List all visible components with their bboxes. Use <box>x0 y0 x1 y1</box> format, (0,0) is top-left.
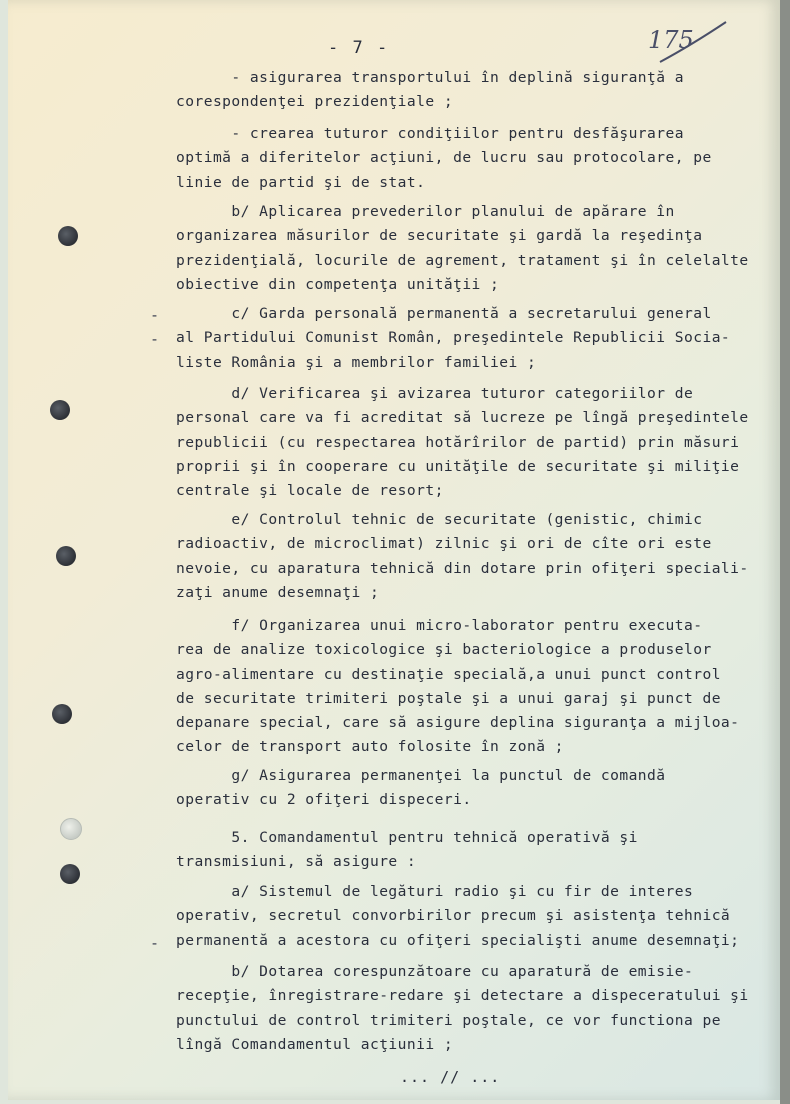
folio-number: 175 <box>648 26 694 54</box>
punch-hole <box>58 226 78 246</box>
page-header: - 7 - <box>328 38 390 58</box>
paragraph: g/ Asigurarea permanenţei la punctul de comandă operativ cu 2 ofiţeri dispeceri. <box>176 767 666 809</box>
section-heading: 5. Comandamentul pentru tehnică operativă şi transmisiuni, să asigure : <box>176 829 638 871</box>
margin-mark: - <box>150 306 160 324</box>
paragraph: a/ Sistemul de legături radio şi cu fir de interes operativ, secretul convorbirilor precum şi asistenţa tehnică permanentă a acestora cu ofiţeri specialişti anume desemnaţi; <box>176 883 740 949</box>
margin-mark: - <box>150 330 160 348</box>
paragraph: f/ Organizarea unui micro-laborator pentru executa- rea de analize toxicologice şi bacteriologice a produselor agro-alimentare cu destinaţie specială,a unui punct control de securitate trimiteri poştale şi a unui garaj şi punct de depanare special, care să asigure deplina siguranţa a mijloa- celor de transport auto folosite în zonă ; <box>176 617 740 756</box>
paragraph: - asigurarea transportului în deplină siguranţă a corespondenţei prezidenţiale ; <box>176 69 684 111</box>
paragraph: - crearea tuturor condiţiilor pentru desfăşurarea optimă a diferitelor acţiuni, de lucru sau protocolare, pe linie de partid şi de stat. <box>176 125 712 191</box>
paragraph: e/ Controlul tehnic de securitate (genistic, chimic radioactiv, de microclimat) zilnic şi ori de cîte ori este nevoie, cu aparatura tehnică din dotare prin ofiţeri speciali- zaţi anume desemnaţi ; <box>176 511 749 601</box>
document-page <box>8 0 780 1100</box>
punch-hole <box>60 818 82 840</box>
paragraph: b/ Dotarea corespunzătoare cu aparatură de emisie- recepţie, înregistrare-redare şi detectare a dispeceratului şi punctului de control trimiteri poştale, ce vor functiona pe lîngă Comandamentul acţiunii ; <box>176 963 749 1053</box>
scan-edge <box>780 0 790 1104</box>
paragraph: b/ Aplicarea prevederilor planului de apărare în organizarea măsurilor de securitate şi gardă la reşedinţa prezidenţială, locurile de agrement, tratament şi în celelalte obiective din competenţa unităţii ; <box>176 203 749 293</box>
paragraph: c/ Garda personală permanentă a secretarului general al Partidului Comunist Român, preşedintele Republicii Socia- liste România şi a membrilor familiei ; <box>176 305 731 371</box>
punch-hole <box>60 864 80 884</box>
paragraph: d/ Verificarea şi avizarea tuturor categoriilor de personal care va fi acreditat să lucreze pe lîngă preşedintele republicii (cu respectarea hotărîrilor de partid) prin măsuri proprii şi în cooperare cu unităţile de securitate şi miliţie centrale şi locale de resort; <box>176 385 749 500</box>
punch-hole <box>52 704 72 724</box>
page-footer: ... // ... <box>400 1068 501 1086</box>
punch-hole <box>50 400 70 420</box>
margin-mark: - <box>150 934 160 952</box>
punch-hole <box>56 546 76 566</box>
